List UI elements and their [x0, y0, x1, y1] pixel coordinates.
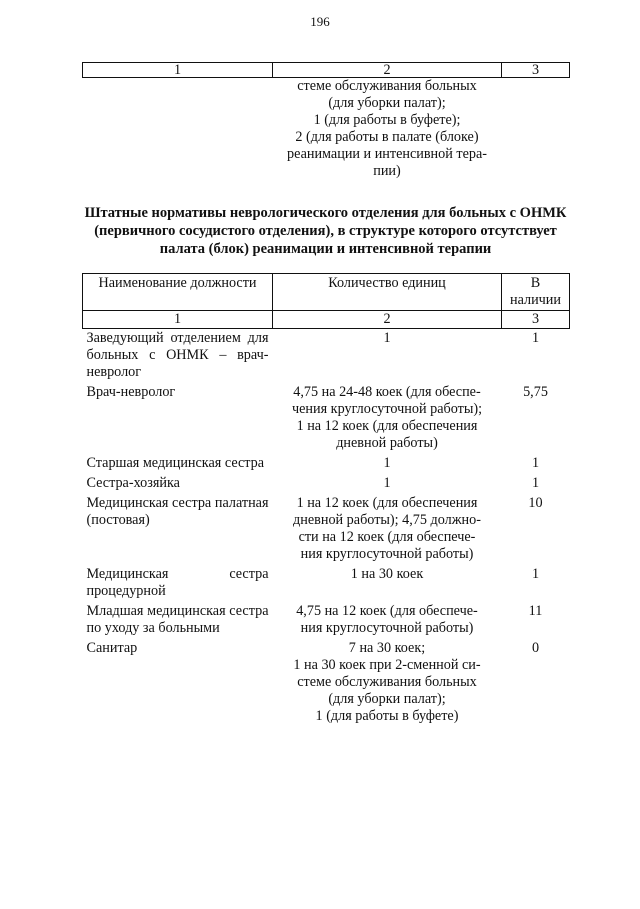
position-header: Наименование должности: [83, 274, 273, 311]
text-line: (для уборки палат);: [328, 95, 446, 111]
text-line: пии): [373, 163, 401, 179]
availability-cell: 0: [531, 640, 540, 656]
quantity-cell: [273, 602, 502, 639]
table-row: [83, 329, 570, 384]
quantity-line: ния круглосуточной работы): [300, 546, 474, 562]
section-heading: Штатные нормативы неврологического отделения для больных с ОНМК (первичного сосудистого отделения), в структуре которого отсутствует палата (блок) реанимации и интенсивной терапии: [84, 205, 567, 257]
quantity-line: 7 на 30 коек;: [348, 640, 426, 656]
position-name-cell: Старшая медицинская сестра: [86, 455, 265, 471]
table-row: [83, 639, 570, 727]
quantity-line: 1 (для работы в буфете): [315, 708, 459, 724]
table-row: [83, 494, 570, 565]
position-name-cell: Медицинская сестра палатная (постовая): [86, 495, 269, 528]
page-number: 196: [310, 14, 330, 29]
column-number: 2: [273, 63, 502, 78]
quantity-cell: [273, 639, 502, 727]
quantity-line: 1: [383, 455, 391, 471]
table-row: [83, 454, 570, 474]
table-row: [83, 474, 570, 494]
availability-cell: 10: [528, 495, 543, 511]
table-row: [83, 78, 570, 181]
availability-cell: 5,75: [523, 384, 548, 400]
quantity-cell: [273, 454, 502, 474]
text-line: 1 (для работы в буфете);: [313, 112, 461, 128]
availability-cell: [502, 78, 570, 181]
quantity-cell: [273, 78, 502, 181]
quantity-cell: [273, 494, 502, 565]
quantity-cell: [273, 474, 502, 494]
quantity-line: 4,75 на 12 коек (для обеспече-: [296, 603, 478, 619]
continuation-table: [82, 62, 570, 180]
quantity-cell: [273, 329, 502, 384]
quantity-line: 1 на 30 коек: [350, 566, 424, 582]
quantity-line: 1 на 30 коек при 2-сменной си-: [293, 657, 481, 673]
quantity-line: 1 на 12 коек (для обеспечения: [296, 495, 478, 511]
quantity-line: сти на 12 коек (для обеспече-: [298, 529, 476, 545]
column-number-row: [83, 63, 570, 78]
table-row: [83, 602, 570, 639]
column-number: 1: [83, 311, 273, 329]
staffing-table: [82, 273, 570, 727]
position-name-cell: Младшая медицинская сестра по уходу за больными: [86, 603, 269, 636]
position-name-cell: Санитар: [86, 640, 138, 656]
table-row: [83, 383, 570, 454]
name-cell: [83, 78, 273, 181]
availability-cell: 1: [531, 475, 540, 491]
availability-cell: 11: [528, 603, 543, 619]
position-name-cell: Заведующий отделением для больных с ОНМК – врач- невролог: [86, 330, 269, 380]
header-row: [83, 274, 570, 311]
quantity-cell: [273, 383, 502, 454]
text-line: реанимации и интенсивной тера-: [287, 146, 487, 162]
table-row: [83, 565, 570, 602]
availability-cell: 1: [531, 330, 540, 346]
column-number: 1: [83, 63, 273, 78]
quantity-header: Количество единиц: [273, 274, 502, 311]
quantity-line: чения круглосуточной работы);: [291, 401, 483, 417]
quantity-line: дневной работы); 4,75 должно-: [293, 512, 481, 528]
column-number: 3: [502, 63, 570, 78]
column-number-row: [83, 311, 570, 329]
column-number: 2: [273, 311, 502, 329]
quantity-cell: [273, 565, 502, 602]
position-name-cell: Врач-невролог: [86, 384, 176, 400]
position-name-cell: Сестра-хозяйка: [86, 475, 180, 491]
quantity-line: 1: [383, 330, 391, 346]
text-line: 2 (для работы в палате (блоке): [295, 129, 479, 145]
quantity-line: стеме обслуживания больных: [297, 674, 477, 690]
quantity-line: 4,75 на 24-48 коек (для обеспе-: [293, 384, 481, 400]
column-number: 3: [502, 311, 570, 329]
availability-header: В наличии: [502, 274, 570, 311]
quantity-line: 1 на 12 коек (для обеспечения: [296, 418, 478, 434]
quantity-line: 1: [383, 475, 391, 491]
position-name-cell: Медицинская сестра процедурной: [86, 566, 269, 599]
quantity-line: ния круглосуточной работы): [300, 620, 474, 636]
availability-cell: 1: [531, 455, 540, 471]
availability-cell: 1: [531, 566, 540, 582]
quantity-line: (для уборки палат);: [328, 691, 446, 707]
quantity-line: дневной работы): [336, 435, 438, 451]
text-line: стеме обслуживания больных: [297, 78, 477, 94]
